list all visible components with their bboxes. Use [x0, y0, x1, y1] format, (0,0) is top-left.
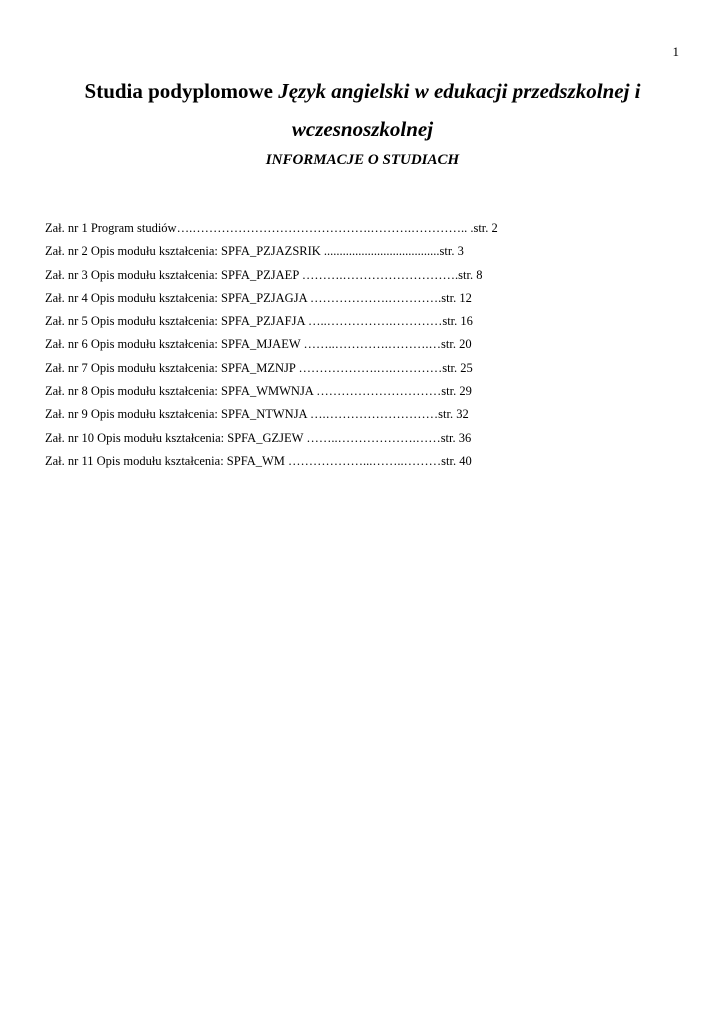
- toc-item-10: Zał. nr 10 Opis modułu kształcenia: SPFA_GZJEW ……..……………….……str. 36: [45, 430, 472, 445]
- toc-item-5: Zał. nr 5 Opis modułu kształcenia: SPFA_PZJAFJA …..…………….…………str. 16: [45, 314, 473, 329]
- document-subtitle: INFORMACJE O STUDIACH: [265, 152, 460, 168]
- page-number: 1: [672, 44, 679, 59]
- toc-item-7: Zał. nr 7 Opis modułu kształcenia: SPFA_MZNJP ……………….….…………str. 25: [45, 360, 473, 375]
- title-italic-part-2: wczesnoszkolnej: [291, 117, 434, 141]
- toc-item-9: Zał. nr 9 Opis modułu kształcenia: SPFA_NTWNJA ….………………………str. 32: [45, 407, 469, 422]
- title-italic-part-1: Język angielski w edukacji przedszkolnej i: [278, 79, 641, 103]
- toc-item-8: Zał. nr 8 Opis modułu kształcenia: SPFA_WMWNJA …………………………str. 29: [45, 384, 472, 399]
- toc-item-2: Zał. nr 2 Opis modułu kształcenia: SPFA_PZJAZSRIK .....................................str. 3: [45, 244, 464, 259]
- toc-item-3: Zał. nr 3 Opis modułu kształcenia: SPFA_PZJAEP ……….……………………….str. 8: [45, 267, 483, 282]
- title-block: [40, 74, 685, 169]
- toc-item-6: Zał. nr 6 Opis modułu kształcenia: SPFA_MJAEW ……..………….……….…str. 20: [45, 337, 472, 352]
- table-of-contents: [45, 217, 515, 473]
- toc-item-4: Zał. nr 4 Opis modułu kształcenia: SPFA_PZJAGJA ……………….………….str. 12: [45, 290, 472, 305]
- document-title: [40, 74, 685, 146]
- title-regular: Studia podyplomowe: [84, 79, 279, 103]
- toc-item-1: Zał. nr 1 Program studiów….…………………………………….……….………….. .str. 2: [45, 221, 498, 235]
- toc-item-11: Zał. nr 11 Opis modułu kształcenia: SPFA_WM ………………...……..………str. 40: [45, 453, 472, 468]
